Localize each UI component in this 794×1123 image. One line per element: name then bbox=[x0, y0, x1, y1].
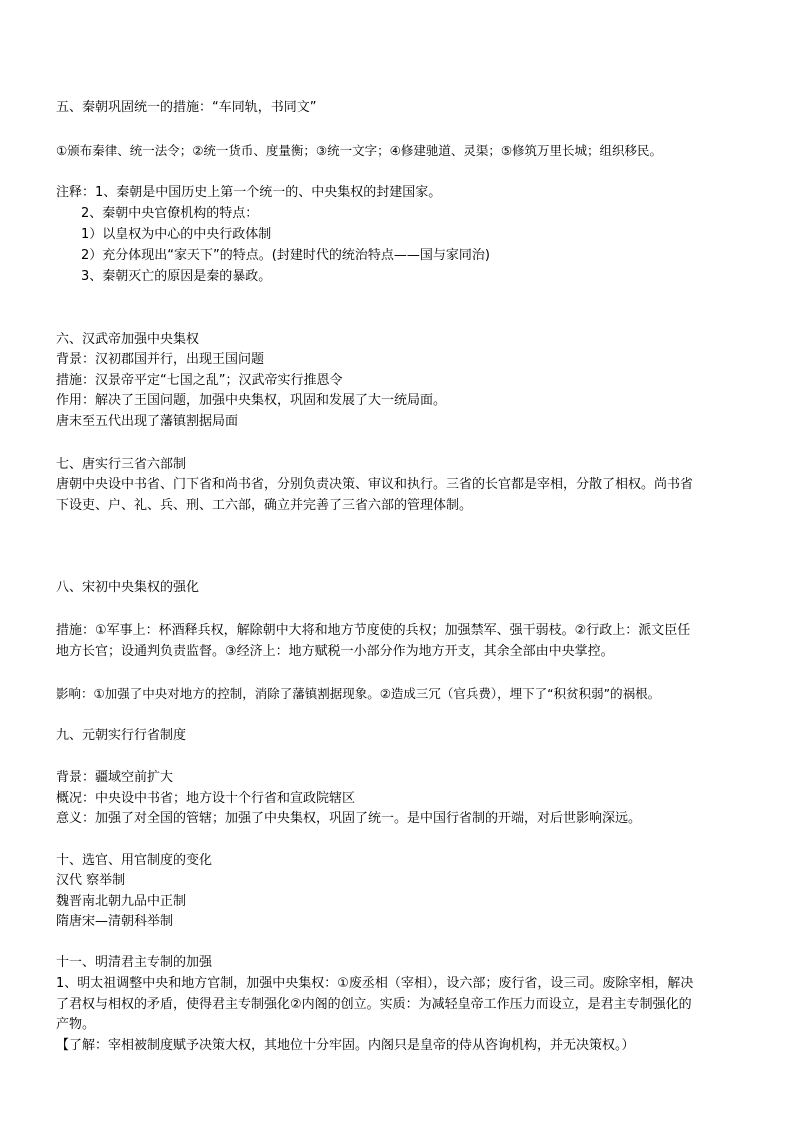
section-8-impact: 影响：①加强了中央对地方的控制，消除了藩镇割据现象。②造成三冗（官兵费），埋下了“积贫积弱”的祸根。 bbox=[56, 686, 661, 701]
section-6-effect: 作用：解决了王国问题，加强中央集权，巩固和发展了大一统局面。 bbox=[56, 393, 447, 408]
section-8-title: 八、宋初中央集权的强化 bbox=[56, 580, 200, 595]
section-5-title: 五、秦朝巩固统一的措施：“车同轨，书同文” bbox=[56, 100, 317, 115]
section-6-title: 六、汉武帝加强中央集权 bbox=[56, 332, 200, 347]
section-5-note-2a: 1）以皇权为中心的中央行政体制 bbox=[81, 227, 272, 242]
section-9-background: 背景：疆域空前扩大 bbox=[56, 770, 174, 785]
section-8-measures-1: 措施：①军事上：杯酒释兵权，解除朝中大将和地方节度使的兵权；加强禁军、强干弱枝。②行政上：派文臣任 bbox=[56, 623, 691, 638]
section-8-measures-2: 地方长官；设通判负责监督。③经济上：地方赋税一小部分作为地方开支，其余全部由中央掌控。 bbox=[56, 644, 614, 659]
section-11-line-1: 1、明太祖调整中央和地方官制，加强中央集权：①废丞相（宰相），设六部；废行省，设三司。废除宰相，解决 bbox=[56, 976, 694, 991]
section-9-meaning: 意义：加强了对全国的管辖；加强了中央集权，巩固了统一。是中国行省制的开端，对后世影响深远。 bbox=[56, 811, 642, 826]
section-6-measures: 措施：汉景帝平定“七国之乱”；汉武帝实行推恩令 bbox=[56, 373, 343, 388]
section-10-wei: 魏晋南北朝九品中正制 bbox=[56, 894, 187, 909]
section-11-note: 【了解：宰相被制度赋予决策大权，其地位十分牢固。内阁只是皇帝的侍从咨询机构，并无决策权。） bbox=[56, 1038, 635, 1053]
section-10-sui: 隋唐宋—清朝科举制 bbox=[56, 914, 174, 929]
section-9-title: 九、元朝实行行省制度 bbox=[56, 728, 187, 743]
section-7-title: 七、唐实行三省六部制 bbox=[56, 457, 187, 472]
section-9-overview: 概况：中央设中书省；地方设十个行省和宣政院辖区 bbox=[56, 791, 356, 806]
section-5-note-3: 3、秦朝灭亡的原因是秦的暴政。 bbox=[81, 269, 272, 284]
section-11-line-2: 了君权与相权的矛盾，使得君主专制强化②内阁的创立。实质：为减轻皇帝工作压力而设立，是君主专制强化的 bbox=[56, 997, 692, 1012]
section-5-note-2b: 2）充分体现出“家天下”的特点。(封建时代的统治特点——国与家同治) bbox=[81, 248, 490, 263]
section-5-measures: ①颁布秦律、统一法令；②统一货币、度量衡；③统一文字；④修建驰道、灵渠；⑤修筑万里长城；组织移民。 bbox=[56, 143, 663, 158]
section-5-note-2: 2、秦朝中央官僚机构的特点： bbox=[81, 206, 259, 221]
section-7-line-1: 唐朝中央设中书省、门下省和尚书省，分别负责决策、审议和执行。三省的长官都是宰相，分散了相权。尚书省 bbox=[56, 477, 694, 492]
section-11-title: 十一、明清君主专制的加强 bbox=[56, 955, 213, 970]
section-6-background: 背景：汉初郡国并行，出现王国问题 bbox=[56, 352, 265, 367]
section-7-line-2: 下设吏、户、礼、兵、刑、工六部，确立并完善了三省六部的管理体制。 bbox=[56, 498, 473, 513]
section-10-han: 汉代 察举制 bbox=[56, 873, 126, 888]
section-6-tang: 唐末至五代出现了藩镇割据局面 bbox=[56, 414, 239, 429]
section-5-note-1: 注释：1、秦朝是中国历史上第一个统一的、中央集权的封建国家。 bbox=[56, 185, 442, 200]
section-10-title: 十、选官、用官制度的变化 bbox=[56, 853, 213, 868]
section-11-line-3: 产物。 bbox=[56, 1017, 96, 1032]
